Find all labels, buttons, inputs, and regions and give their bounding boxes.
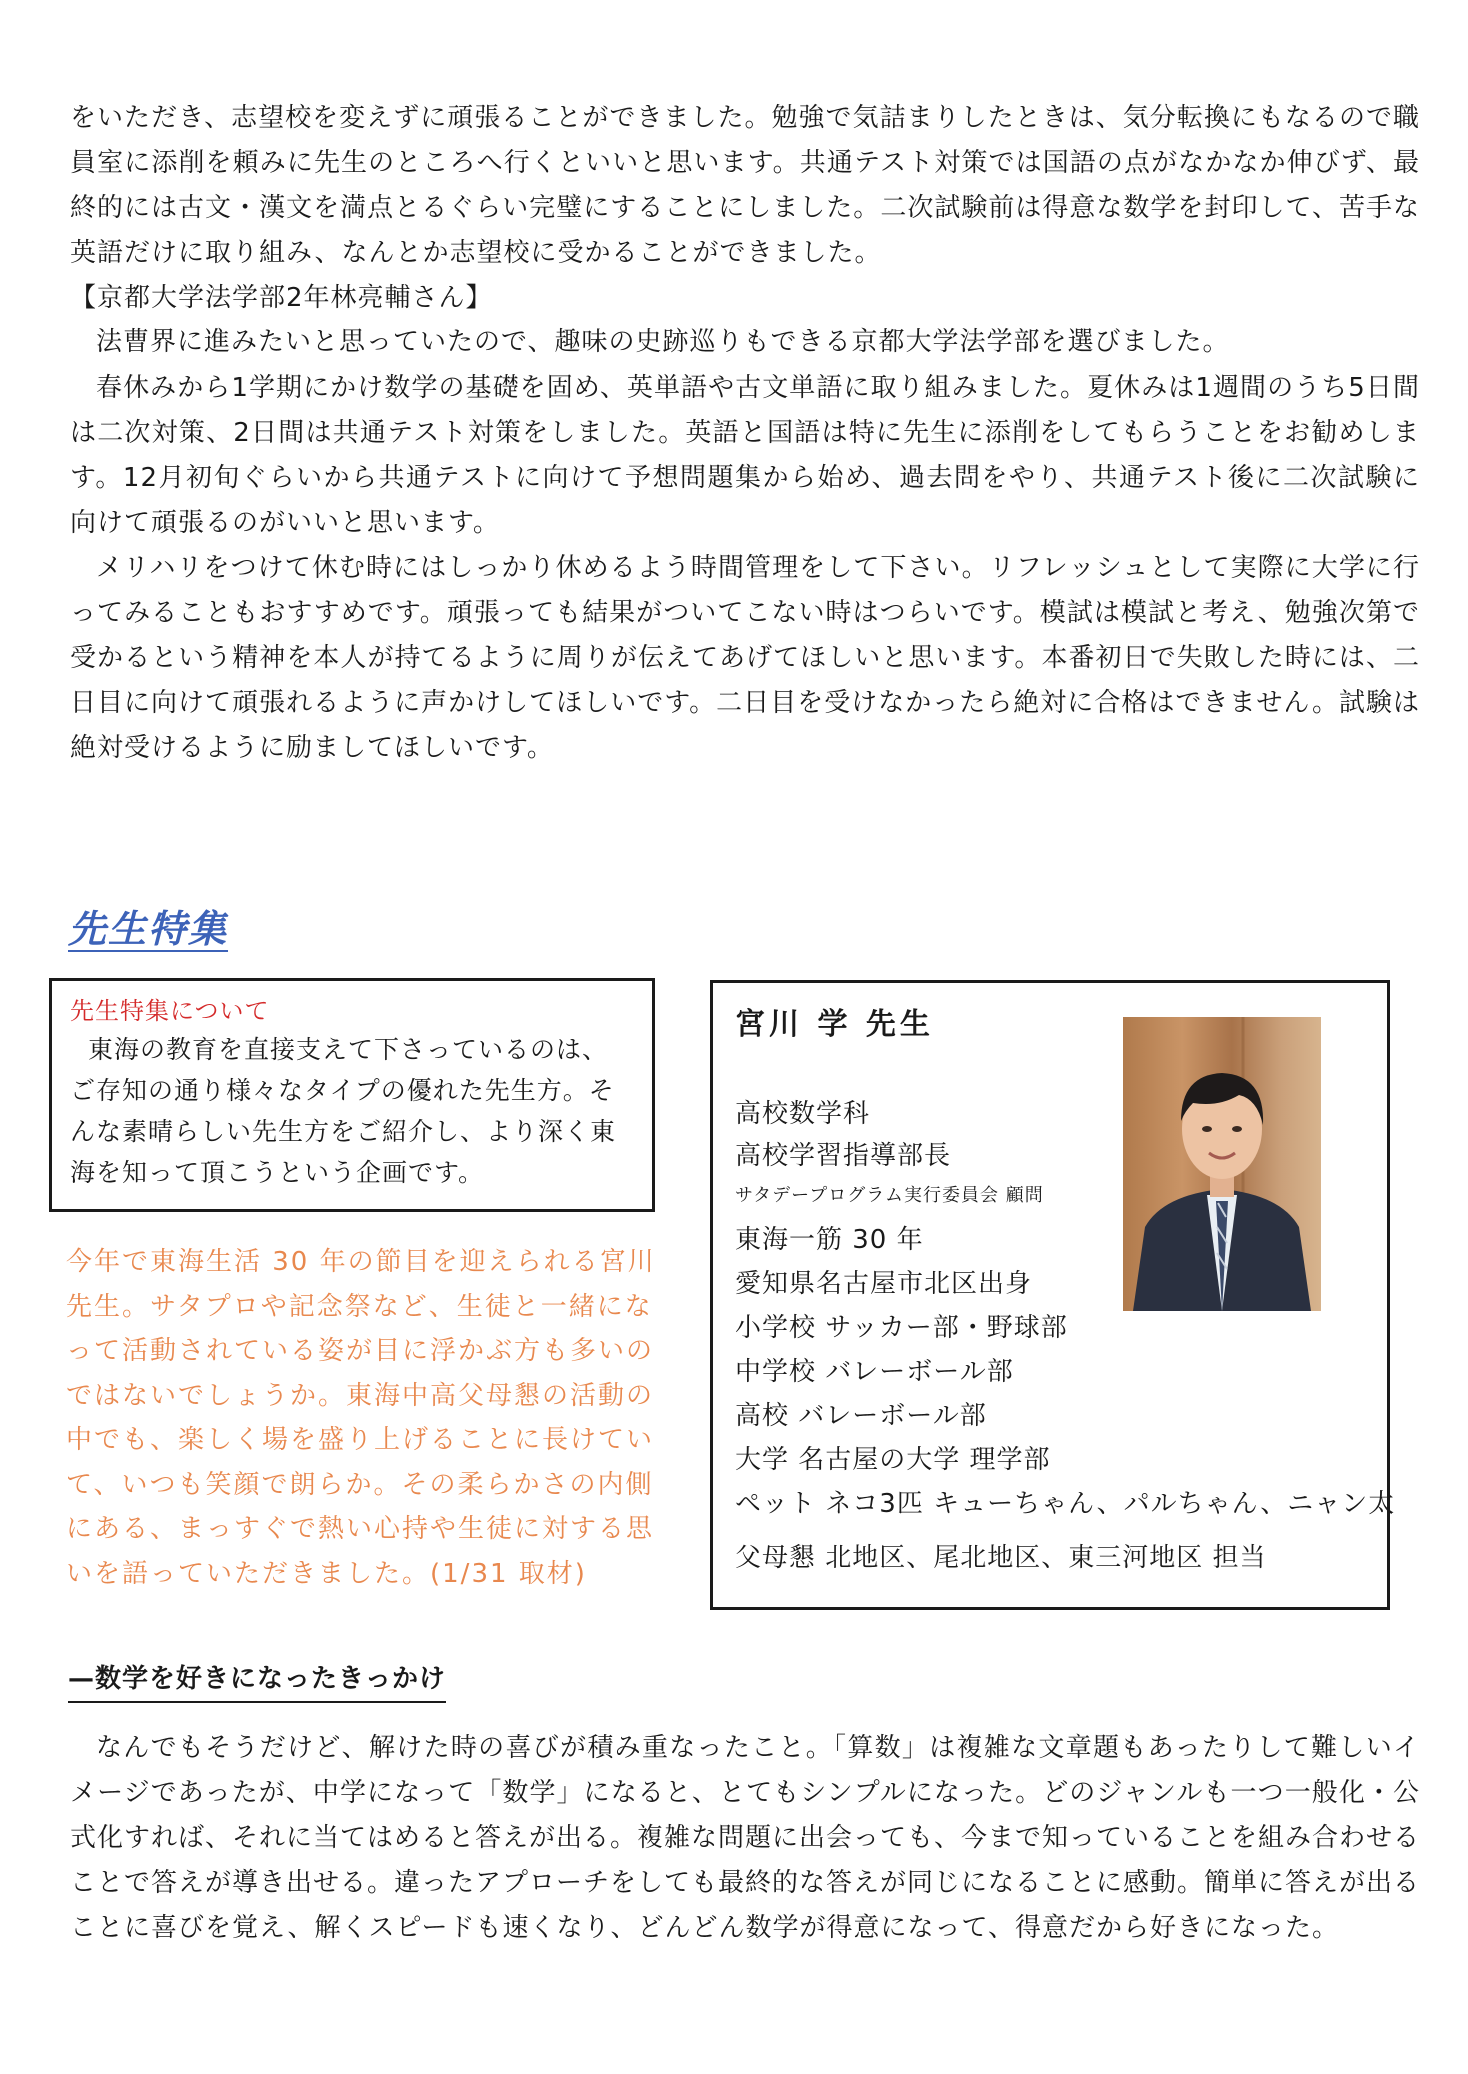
interview-question: —数学を好きになったきっかけ [68, 1658, 446, 1703]
feature-intro: 今年で東海生活 30 年の節目を迎えられる宮川先生。サタプロや記念祭など、生徒と一緒になって活動されている姿が目に浮かぶ方も多いのではないでしょうか。東海中高父母懇の活動の中でも、楽しく場を盛り上げることに長けていて、いつも笑顔で朗らか。その柔らかさの内側にある、まっすぐで熱い心持や生徒に対する思いを語っていただきました。(1/31 取材) [66, 1247, 656, 1589]
teacher-photo [1123, 1017, 1321, 1311]
about-title: 先生特集について [70, 997, 270, 1025]
profile-line: 小学校 サッカー部・野球部 [735, 1313, 1068, 1343]
interview-answer: なんでもそうだけど、解けた時の喜びが積み重なったこと。「算数」は複雑な文章題もあったりして難しいイメージであったが、中学になって「数学」になると、とてもシンプルになった。どのジャンルも一つ一般化・公式化すれば、それに当てはめると答えが出る。複雑な問題に出会っても、今まで知っていることを組み合わせることで答えが導き出せる。違ったアプローチをしても最終的な答えが同じになることに感動。簡単に答えが出ることに喜びを覚え、解くスピードも速くなり、どんどん数学が得意になって、得意だから好きになった。 [70, 1733, 1421, 1943]
testimonial-continuation: をいただき、志望校を変えずに頑張ることができました。勉強で気詰まりしたときは、気分転換にもなるので職員室に添削を頼みに先生のところへ行くといいと思います。共通テスト対策では国語の点がなかなか伸びず、最終的には古文・漢文を満点とるぐらい完璧にすることにしました。二次試験前は得意な数学を封印して、苦手な英語だけに取り組み、なんとか志望校に受かることができました。 [70, 103, 1420, 268]
profile-line: 高校数学科 [735, 1099, 871, 1129]
about-body: 東海の教育を直接支えて下さっているのは、ご存知の通り様々なタイプの優れた先生方。そんな素晴らしい先生方をご紹介し、より深く東海を知って頂こうという企画です。 [70, 1035, 617, 1187]
testimonial-paragraph-1: 法曹界に進みたいと思っていたので、趣味の史跡巡りもできる京都大学法学部を選びました。 [96, 327, 1230, 357]
feature-section-title: 先生特集 [68, 907, 229, 951]
teacher-profile-card [710, 980, 1396, 1610]
testimonial-paragraph-2: 春休みから1学期にかけ数学の基礎を固め、英単語や古文単語に取り組みました。夏休みは1週間のうち5日間は二次対策、2日間は共通テスト対策をしました。英語と国語は特に先生に添削をしてもらうことをお勧めします。12月初旬ぐらいから共通テストに向けて予想問題集から始め、過去問をやり、共通テスト後に二次試験に向けて頑張るのがいいと思います。 [70, 373, 1420, 538]
profile-line: 高校学習指導部長 [735, 1141, 952, 1171]
profile-line: 大学 名古屋の大学 理学部 [735, 1445, 1051, 1475]
teacher-name: 宮川 学 先生 [735, 1007, 934, 1042]
profile-line: 中学校 バレーボール部 [735, 1357, 1014, 1387]
testimonial-paragraph-3: メリハリをつけて休む時にはしっかり休めるよう時間管理をして下さい。リフレッシュとして実際に大学に行ってみることもおすすめです。頑張っても結果がついてこない時はつらいです。模試は模試と考え、勉強次第で受かるという精神を本人が持てるように周りが伝えてあげてほしいと思います。本番初日で失敗した時には、二日目に向けて頑張れるように声かけしてほしいです。二日目を受けなかったら絶対に合格はできません。試験は絶対受けるように励ましてほしいです。 [70, 553, 1420, 763]
profile-line: 愛知県名古屋市北区出身 [735, 1269, 1033, 1299]
testimonial-heading: 【京都大学法学部2年林亮輔さん】 [70, 283, 493, 313]
profile-line: ペット ネコ3匹 キューちゃん、パルちゃん、ニャン太 [735, 1489, 1396, 1519]
profile-line: 東海一筋 30 年 [735, 1225, 924, 1255]
feature-about-box [49, 978, 655, 1212]
profile-line: 父母懇 北地区、尾北地区、東三河地区 担当 [735, 1543, 1267, 1573]
profile-line: 高校 バレーボール部 [735, 1401, 987, 1431]
portrait-image [1123, 1017, 1321, 1311]
profile-line: サタデープログラム実行委員会 顧問 [735, 1185, 1044, 1206]
